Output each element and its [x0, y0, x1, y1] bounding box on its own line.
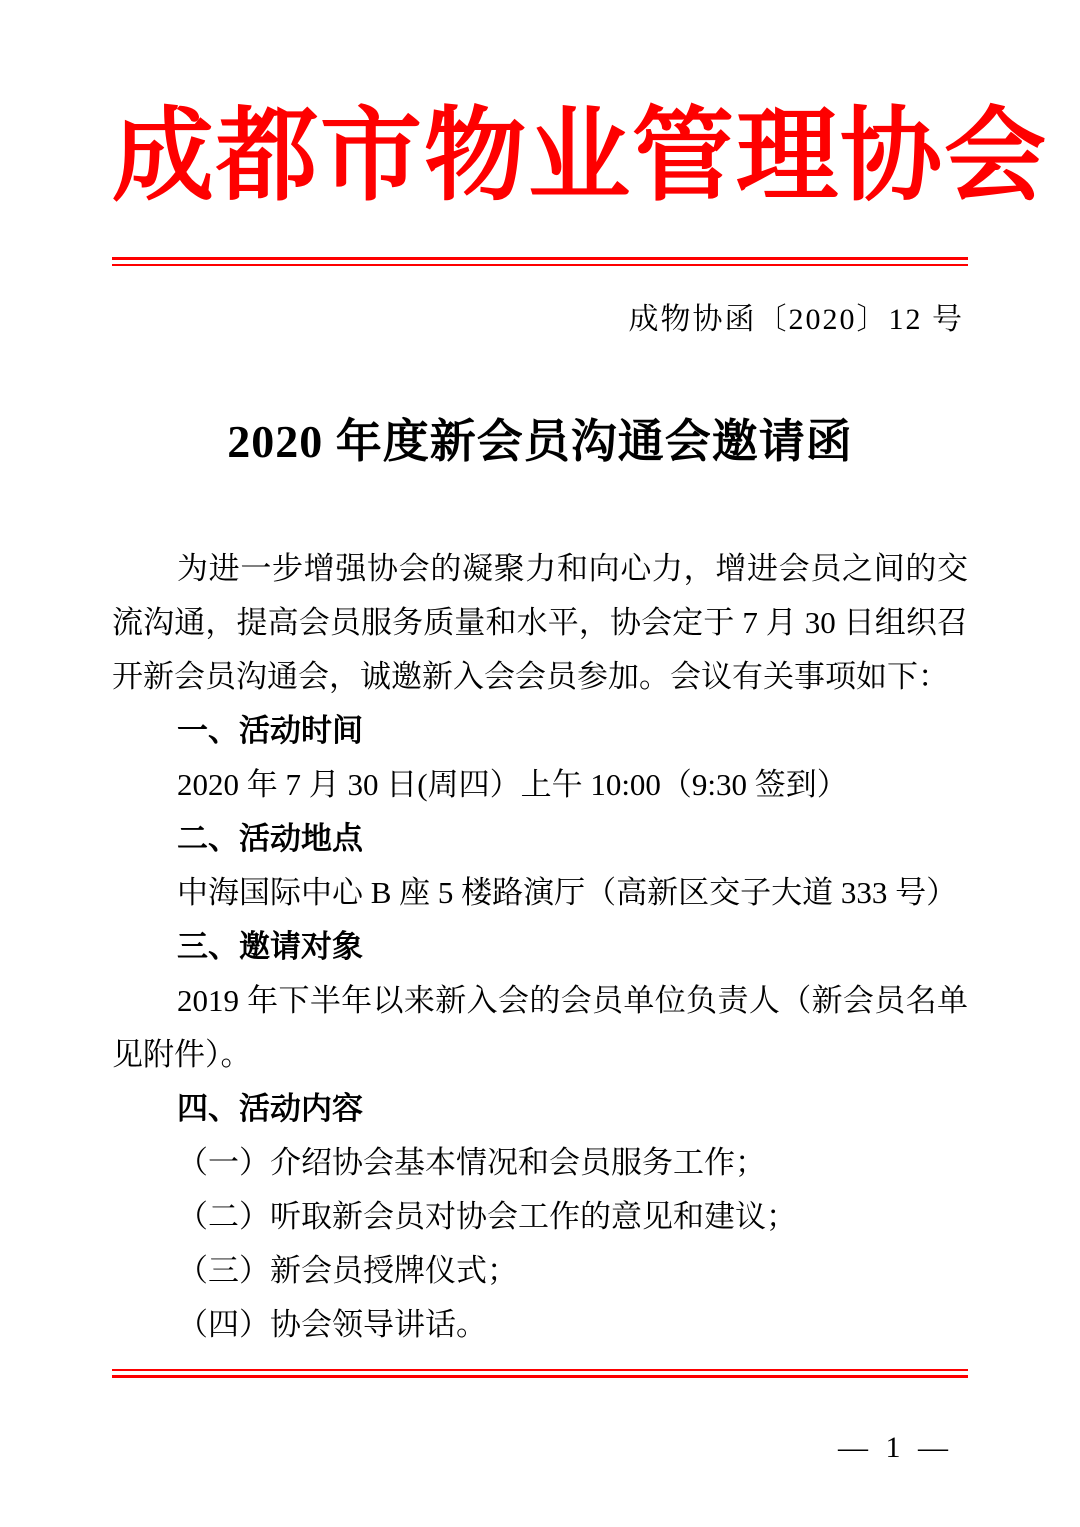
- doc-title: 2020 年度新会员沟通会邀请函: [227, 416, 853, 467]
- section-4-heading: 四、活动内容: [177, 1091, 363, 1126]
- section-3-heading: 三、邀请对象: [177, 929, 363, 964]
- org-title: 成都市物业管理协会: [112, 101, 1048, 214]
- doc-number: 成物协函〔2020〕12 号: [628, 303, 964, 336]
- section-2-content: 中海国际中心 B 座 5 楼路演厅（高新区交子大道 333 号）: [177, 875, 958, 910]
- intro-paragraph: 为进一步增强协会的凝聚力和向心力，增进会员之间的交流沟通，提高会员服务质量和水平，协会定于 7 月 30 日组织召开新会员沟通会，诚邀新入会会员参加。会议有关事项如下：: [112, 551, 968, 694]
- header-divider: [112, 257, 968, 266]
- activity-item-3: （三）新会员授牌仪式；: [177, 1253, 518, 1288]
- section-1-content: 2020 年 7 月 30 日(周四）上午 10:00（9:30 签到）: [177, 767, 848, 802]
- section-2-heading: 二、活动地点: [177, 821, 363, 856]
- footer-divider-thick-line: [112, 1375, 968, 1378]
- header-divider-thin-line: [112, 264, 968, 266]
- activity-item-4: （四）协会领导讲话。: [177, 1307, 487, 1342]
- section-1-heading: 一、活动时间: [177, 713, 363, 748]
- page-number: — 1 —: [838, 1431, 953, 1464]
- footer-divider: [112, 1369, 968, 1378]
- activity-item-2: （二）听取新会员对协会工作的意见和建议；: [177, 1199, 797, 1234]
- document-body: [112, 542, 968, 1352]
- activity-item-1: （一）介绍协会基本情况和会员服务工作；: [177, 1145, 766, 1180]
- section-3-content: 2019 年下半年以来新入会的会员单位负责人（新会员名单见附件）。: [112, 983, 968, 1072]
